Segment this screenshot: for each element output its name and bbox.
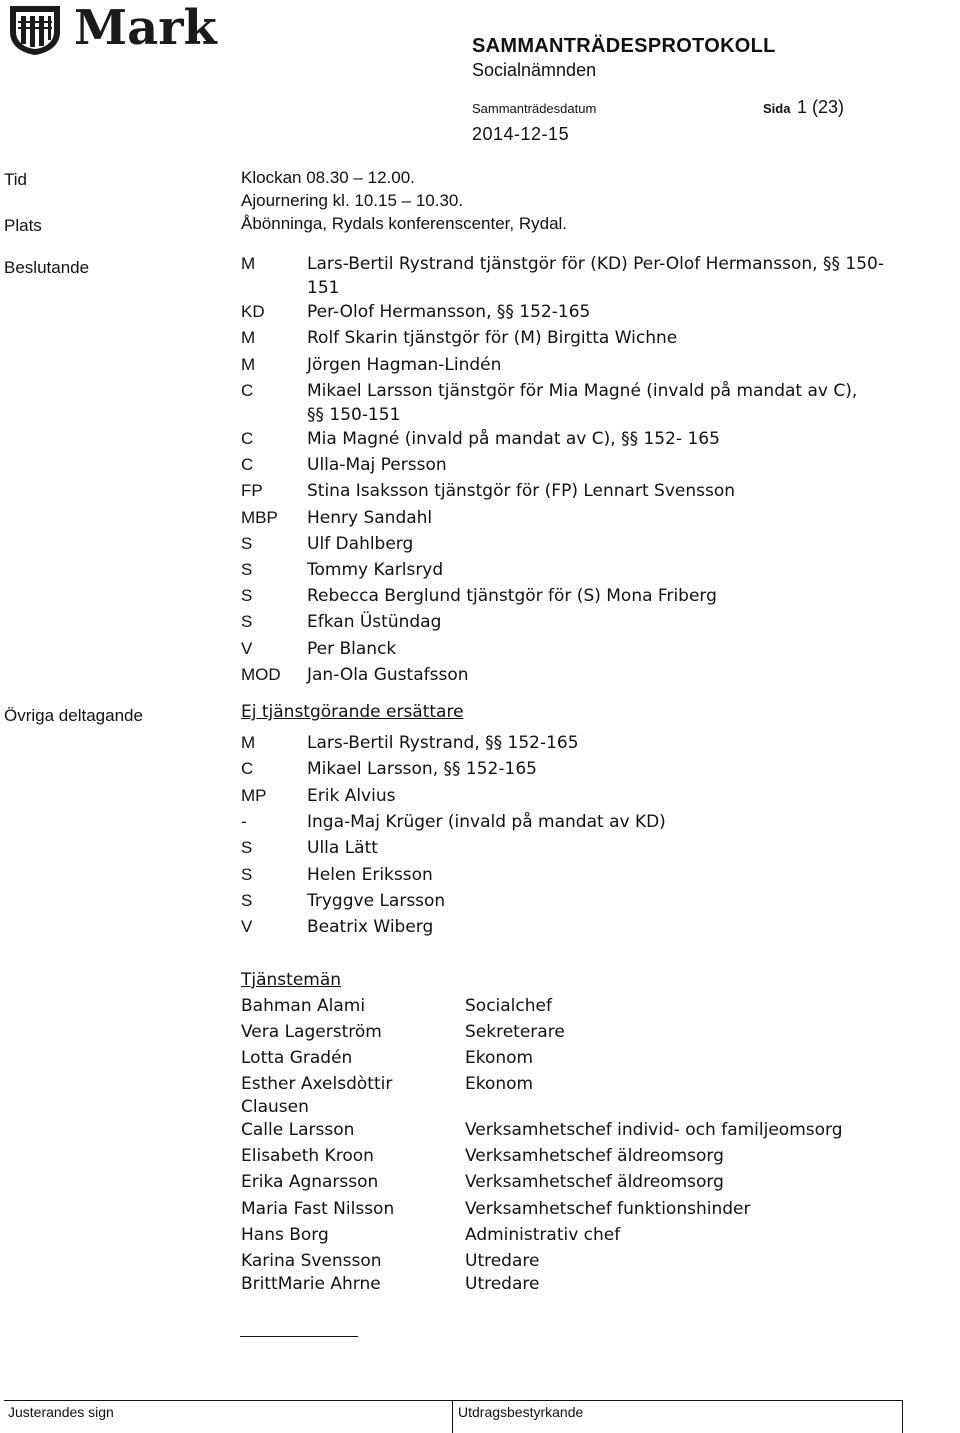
member-name: Henry Sandahl [307, 507, 433, 528]
official-role: Utredare [465, 1274, 540, 1294]
official-name: Esther Axelsdòttir [241, 1074, 393, 1094]
party-code: - [241, 811, 247, 831]
member-row [241, 612, 442, 638]
justerandes-sign-label: Justerandes sign [8, 1404, 114, 1420]
member-row [241, 638, 397, 665]
official-role: Ekonom [465, 1048, 534, 1068]
member-name: Ulla Lätt [307, 838, 378, 859]
member-row [241, 811, 666, 838]
member-row [241, 380, 858, 407]
document-title: SAMMANTRÄDESPROTOKOLL [472, 35, 776, 57]
member-row [241, 429, 720, 455]
beslutande-label: Beslutande [4, 258, 90, 277]
page-number: 1 (23) [797, 97, 845, 117]
member-name: Ulf Dahlberg [307, 533, 414, 554]
party-code: FP [241, 481, 263, 501]
official-role: Utredare [465, 1251, 540, 1271]
plats-label: Plats [4, 216, 42, 235]
page-label: Sida [763, 101, 791, 116]
member-row [241, 481, 735, 507]
official-name: Karina Svensson [241, 1251, 382, 1271]
ej-tjanstgorande-heading: Ej tjänstgörande ersättare [241, 702, 464, 722]
ovriga-label: Övriga deltagande [4, 706, 143, 725]
official-role: Administrativ chef [465, 1225, 621, 1245]
member-name: Jan-Ola Gustafsson [307, 664, 469, 685]
member-name: Tommy Karlsryd [307, 560, 444, 580]
official-name: Calle Larsson [241, 1120, 355, 1140]
meeting-time: Klockan 08.30 – 12.00. [241, 168, 415, 187]
logo-wordmark: Mark [74, 0, 217, 56]
member-row [241, 759, 537, 785]
party-code: MBP [241, 507, 278, 527]
member-row [241, 838, 378, 864]
coat-of-arms-icon [4, 4, 66, 56]
member-row [241, 890, 446, 917]
member-name: Stina Isaksson tjänstgör för (FP) Lennart Svensson [307, 481, 735, 502]
official-role: Sekreterare [465, 1022, 565, 1042]
member-name: Rolf Skarin tjänstgör för (M) Birgitta Wichne [307, 328, 678, 349]
signature-line [240, 1336, 358, 1337]
member-row [241, 586, 717, 612]
official-name: Lotta Gradén [241, 1048, 353, 1068]
party-code: M [241, 733, 256, 752]
member-name: Mikael Larsson, §§ 152-165 [307, 759, 537, 780]
committee-name: Socialnämnden [472, 60, 597, 80]
party-code: MP [241, 785, 267, 805]
member-name: Ulla-Maj Persson [307, 455, 447, 476]
member-name: Mia Magné (invald på mandat av C), §§ 152- 165 [307, 429, 720, 449]
member-name: Beatrix Wiberg [307, 917, 434, 938]
official-name: Erika Agnarsson [241, 1172, 379, 1192]
meeting-date-label: Sammanträdesdatum [472, 101, 597, 116]
member-name: Helen Eriksson [307, 864, 433, 885]
official-name: BrittMarie Ahrne [241, 1274, 381, 1294]
member-row [241, 455, 447, 481]
party-code: M [241, 254, 256, 273]
party-code: S [241, 612, 253, 632]
official-name-continuation: Clausen [241, 1097, 309, 1117]
party-code: V [241, 917, 253, 937]
party-code: S [241, 533, 253, 553]
member-name: Lars-Bertil Rystrand tjänstgör för (KD) Per-Olof Hermansson, §§ 150- [307, 254, 884, 274]
member-name: Efkan Üstündag [307, 612, 442, 633]
official-name: Vera Lagerström [241, 1022, 382, 1042]
member-name: Mikael Larsson tjänstgör för Mia Magné (invald på mandat av C), [307, 380, 858, 401]
member-row [241, 785, 396, 812]
party-code: S [241, 890, 253, 910]
member-row [241, 507, 433, 534]
official-name: Hans Borg [241, 1225, 329, 1245]
member-row [241, 864, 433, 891]
official-role: Verksamhetschef äldreomsorg [465, 1146, 724, 1166]
official-role: Verksamhetschef funktionshinder [465, 1199, 751, 1219]
party-code: C [241, 759, 254, 779]
member-name: Lars-Bertil Rystrand, §§ 152-165 [307, 733, 579, 753]
party-code: C [241, 455, 254, 475]
member-row [241, 302, 591, 328]
tjanstemen-heading: Tjänstemän [241, 970, 342, 990]
member-row [241, 354, 502, 381]
party-code: MOD [241, 664, 281, 684]
official-role: Verksamhetschef äldreomsorg [465, 1172, 724, 1192]
member-row [241, 664, 469, 691]
meeting-adjournment: Ajournering kl. 10.15 – 10.30. [241, 191, 464, 210]
member-name: Per-Olof Hermansson, §§ 152-165 [307, 302, 591, 323]
member-name: Erik Alvius [307, 785, 396, 806]
official-name: Bahman Alami [241, 996, 366, 1016]
party-code: S [241, 838, 253, 858]
member-row [241, 917, 434, 943]
member-name-continuation: §§ 150-151 [307, 404, 401, 425]
party-code: S [241, 560, 253, 579]
official-role: Verksamhetschef individ- och familjeomsorg [465, 1120, 843, 1140]
party-code: S [241, 586, 253, 606]
municipality-logo [4, 0, 234, 56]
footer-divider [902, 1400, 903, 1433]
member-name: Per Blanck [307, 638, 397, 659]
member-name: Inga-Maj Krüger (invald på mandat av KD) [307, 811, 666, 832]
footer-divider [452, 1400, 453, 1433]
party-code: M [241, 354, 256, 374]
member-row [241, 560, 444, 586]
utdragsbestyrkande-label: Utdragsbestyrkande [458, 1404, 584, 1420]
official-role: Socialchef [465, 996, 552, 1016]
member-name: Rebecca Berglund tjänstgör för (S) Mona Friberg [307, 586, 717, 607]
party-code: KD [241, 302, 265, 322]
party-code: S [241, 864, 253, 884]
footer-rule [4, 1400, 902, 1401]
member-row [241, 533, 414, 560]
tid-label: Tid [4, 170, 27, 189]
official-name: Elisabeth Kroon [241, 1146, 374, 1166]
member-row [241, 733, 579, 759]
official-role: Ekonom [465, 1074, 534, 1094]
official-name: Maria Fast Nilsson [241, 1199, 395, 1219]
member-name: Tryggve Larsson [307, 890, 446, 911]
party-code: C [241, 380, 254, 400]
party-code: C [241, 429, 254, 448]
party-code: V [241, 638, 253, 658]
meeting-date: 2014-12-15 [472, 124, 570, 144]
member-row [241, 254, 884, 280]
meeting-place: Åbönninga, Rydals konferenscenter, Rydal. [241, 214, 568, 233]
member-name-continuation: 151 [307, 278, 340, 298]
member-name: Jörgen Hagman-Lindén [307, 354, 502, 375]
member-row [241, 328, 678, 354]
party-code: M [241, 328, 256, 348]
